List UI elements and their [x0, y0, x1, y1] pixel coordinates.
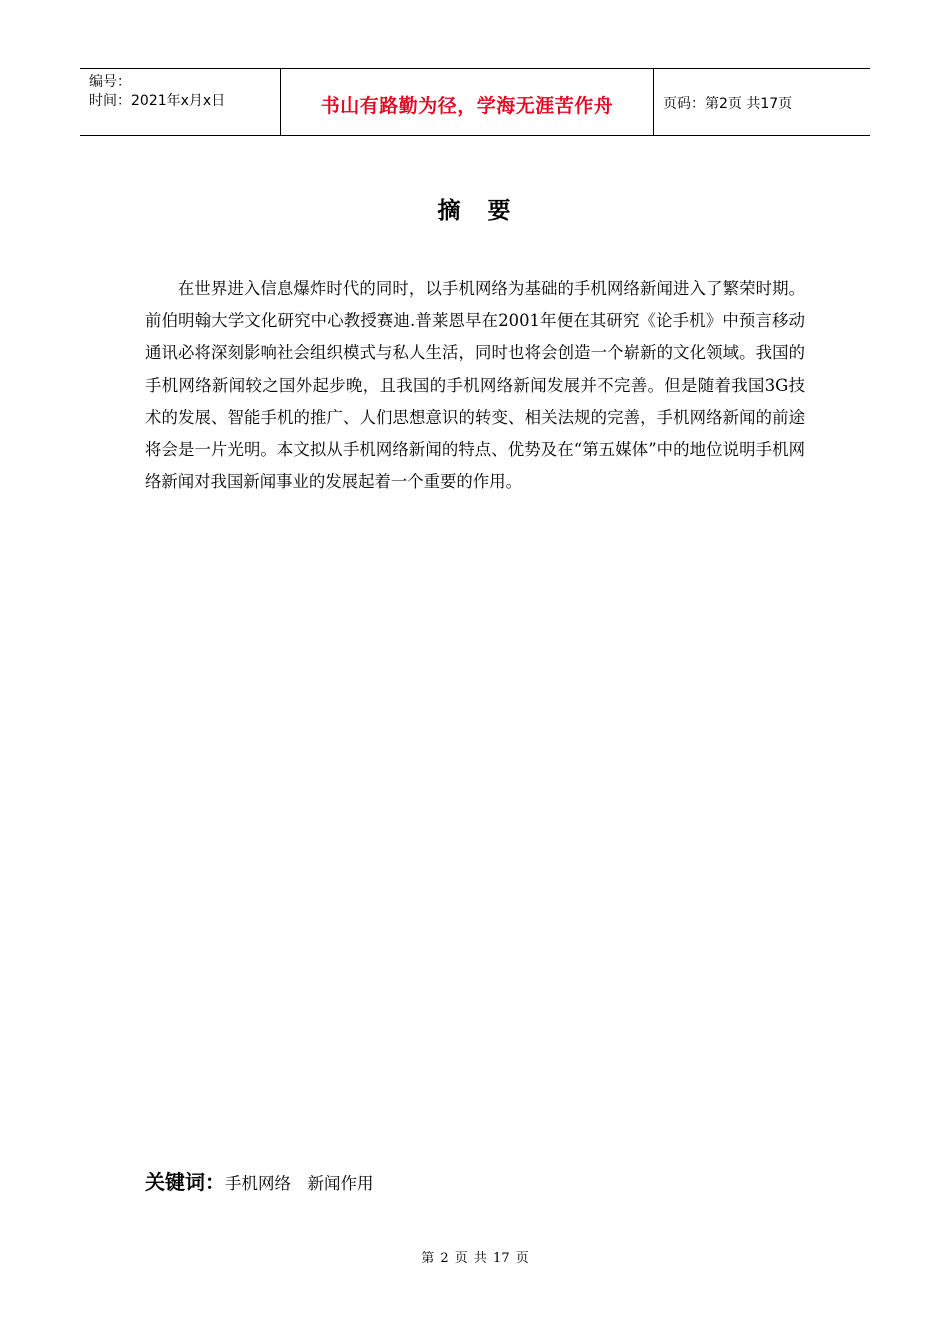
- keywords-terms: 手机网络 新闻作用: [225, 1174, 374, 1193]
- header-meta-cell: [80, 69, 281, 135]
- keywords-label: 关键词：: [145, 1170, 225, 1194]
- keywords-line: [145, 1166, 374, 1195]
- serial-number-label: 编号：: [89, 74, 131, 90]
- motto-text: 书山有路勤为径，学海无涯苦作舟: [320, 94, 614, 117]
- document-header: [80, 68, 870, 136]
- page-footer: 第 2 页 共 17 页: [421, 1251, 529, 1266]
- page-info: 页码：第2页 共17页: [663, 96, 793, 112]
- header-page-cell: [654, 69, 870, 135]
- page-title: 摘 要: [437, 198, 513, 224]
- header-motto-cell: [281, 69, 654, 135]
- date-line: 时间：2021年x月x日: [89, 93, 226, 109]
- abstract-paragraph: 在世界进入信息爆炸时代的同时，以手机网络为基础的手机网络新闻进入了繁荣时期。前伯明翰大学文化研究中心教授赛迪.普莱恩早在2001年便在其研究《论手机》中预言移动通讯必将深刻影响社会组织模式与私人生活，同时也将会创造一个崭新的文化领域。我国的手机网络新闻较之国外起步晚，且我国的手机网络新闻发展并不完善。但是随着我国3G技术的发展、智能手机的推广、人们思想意识的转变、相关法规的完善，手机网络新闻的前途将会是一片光明。本文拟从手机网络新闻的特点、优势及在“第五媒体”中的地位说明手机网络新闻对我国新闻事业的发展起着一个重要的作用。: [145, 279, 805, 492]
